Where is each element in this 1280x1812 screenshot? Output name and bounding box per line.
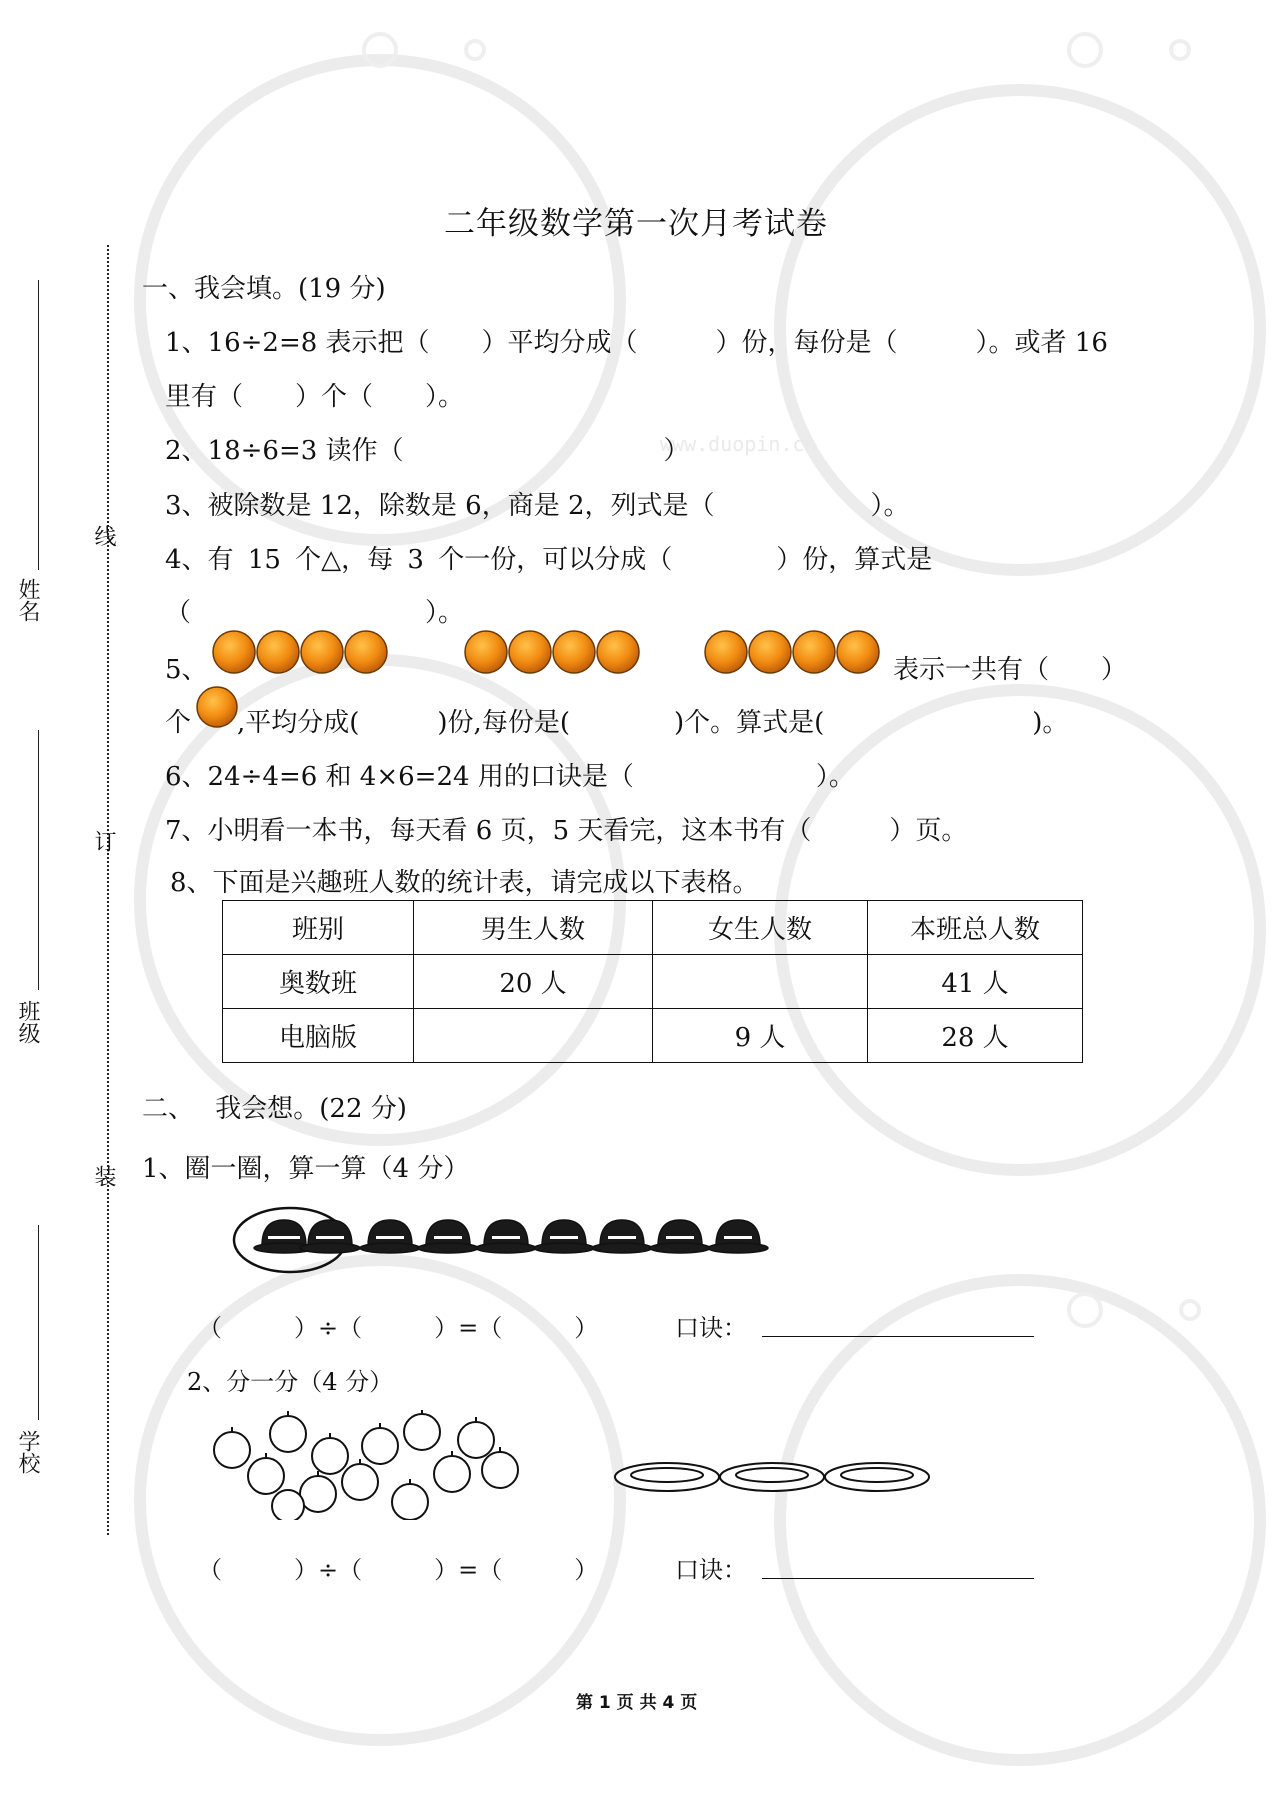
q5-number: 5、: [165, 655, 208, 685]
table-cell-blank[interactable]: [653, 955, 868, 1009]
koujue-answer-line-2[interactable]: [762, 1578, 1034, 1579]
tangerines-illustration: [200, 1410, 530, 1520]
oranges-groups: [200, 624, 880, 680]
q8: 8、下面是兴趣班人数的统计表，请完成以下表格。: [170, 868, 759, 898]
seal-xian: 线: [91, 525, 116, 547]
section1-heading: 一、我会填。(19 分): [142, 274, 386, 304]
table-header: 女生人数: [653, 901, 868, 955]
class-line: [38, 730, 39, 990]
table-header: 本班总人数: [868, 901, 1083, 955]
stat-table: [222, 900, 1083, 1063]
table-header: 班别: [223, 901, 414, 955]
s2-q2: 2、分一分（4 分）: [187, 1368, 394, 1396]
formula-2: （ ）÷（ ）=（ ）: [198, 1556, 599, 1584]
koujue-answer-line-1[interactable]: [762, 1336, 1034, 1337]
q1-line2: 里有（ ）个（ ）。: [165, 382, 465, 412]
class-label: 班级: [15, 1000, 40, 1044]
table-cell: 28 人: [868, 1009, 1083, 1063]
q6: 6、24÷4=6 和 4×6=24 用的口诀是（ ）。: [165, 762, 855, 792]
table-row: [223, 955, 1083, 1009]
table-row: [223, 1009, 1083, 1063]
table-cell-blank[interactable]: [414, 1009, 653, 1063]
page-footer: 第 1 页 共 4 页: [576, 1693, 698, 1713]
binding-line: [107, 245, 109, 1535]
table-cell: 奥数班: [223, 955, 414, 1009]
koujue-label-1: 口诀：: [675, 1314, 747, 1342]
school-line: [38, 1225, 39, 1420]
table-header: 男生人数: [414, 901, 653, 955]
plates-illustration: [612, 1455, 932, 1505]
orange-icon: [194, 684, 240, 730]
q5-tail: 表示一共有（ ）: [893, 655, 1128, 685]
name-label: 姓名: [15, 578, 40, 622]
q7: 7、小明看一本书，每天看 6 页，5 天看完，这本书有（ ）页。: [165, 816, 968, 846]
q1-line1: 1、16÷2=8 表示把（ ）平均分成（ ）份，每份是（ ）。或者 16: [165, 328, 1108, 358]
seal-ding: 订: [91, 830, 116, 852]
page-title: 二年级数学第一次月考试卷: [444, 206, 828, 242]
hats-illustration: [232, 1202, 812, 1282]
q3: 3、被除数是 12，除数是 6，商是 2，列式是（ ）。: [165, 491, 910, 521]
q4-line1: 4、有 15 个△，每 3 个一份，可以分成（ ）份，算式是: [165, 545, 933, 575]
table-header-row: [223, 901, 1083, 955]
table-cell: 电脑版: [223, 1009, 414, 1063]
table-cell: 20 人: [414, 955, 653, 1009]
watermark-url: www.duopin.cn: [660, 432, 817, 456]
seal-zhuang: 装: [91, 1165, 116, 1187]
q2: 2、18÷6=3 读作（ ）: [165, 436, 690, 466]
table-cell: 9 人: [653, 1009, 868, 1063]
koujue-label-2: 口诀：: [675, 1556, 747, 1584]
formula-1: （ ）÷（ ）=（ ）: [198, 1314, 599, 1342]
school-label: 学校: [15, 1430, 40, 1474]
s2-q1: 1、圈一圈，算一算（4 分）: [142, 1154, 470, 1184]
q5-line2-pre: 个: [165, 708, 192, 738]
table-cell: 41 人: [868, 955, 1083, 1009]
name-line: [38, 280, 39, 570]
section2-heading: 二、 我会想。(22 分): [142, 1094, 407, 1124]
q5-line2: ,平均分成( )份,每份是( )个。算式是( )。: [237, 708, 1069, 738]
q4-line2: （ ）。: [165, 598, 465, 628]
